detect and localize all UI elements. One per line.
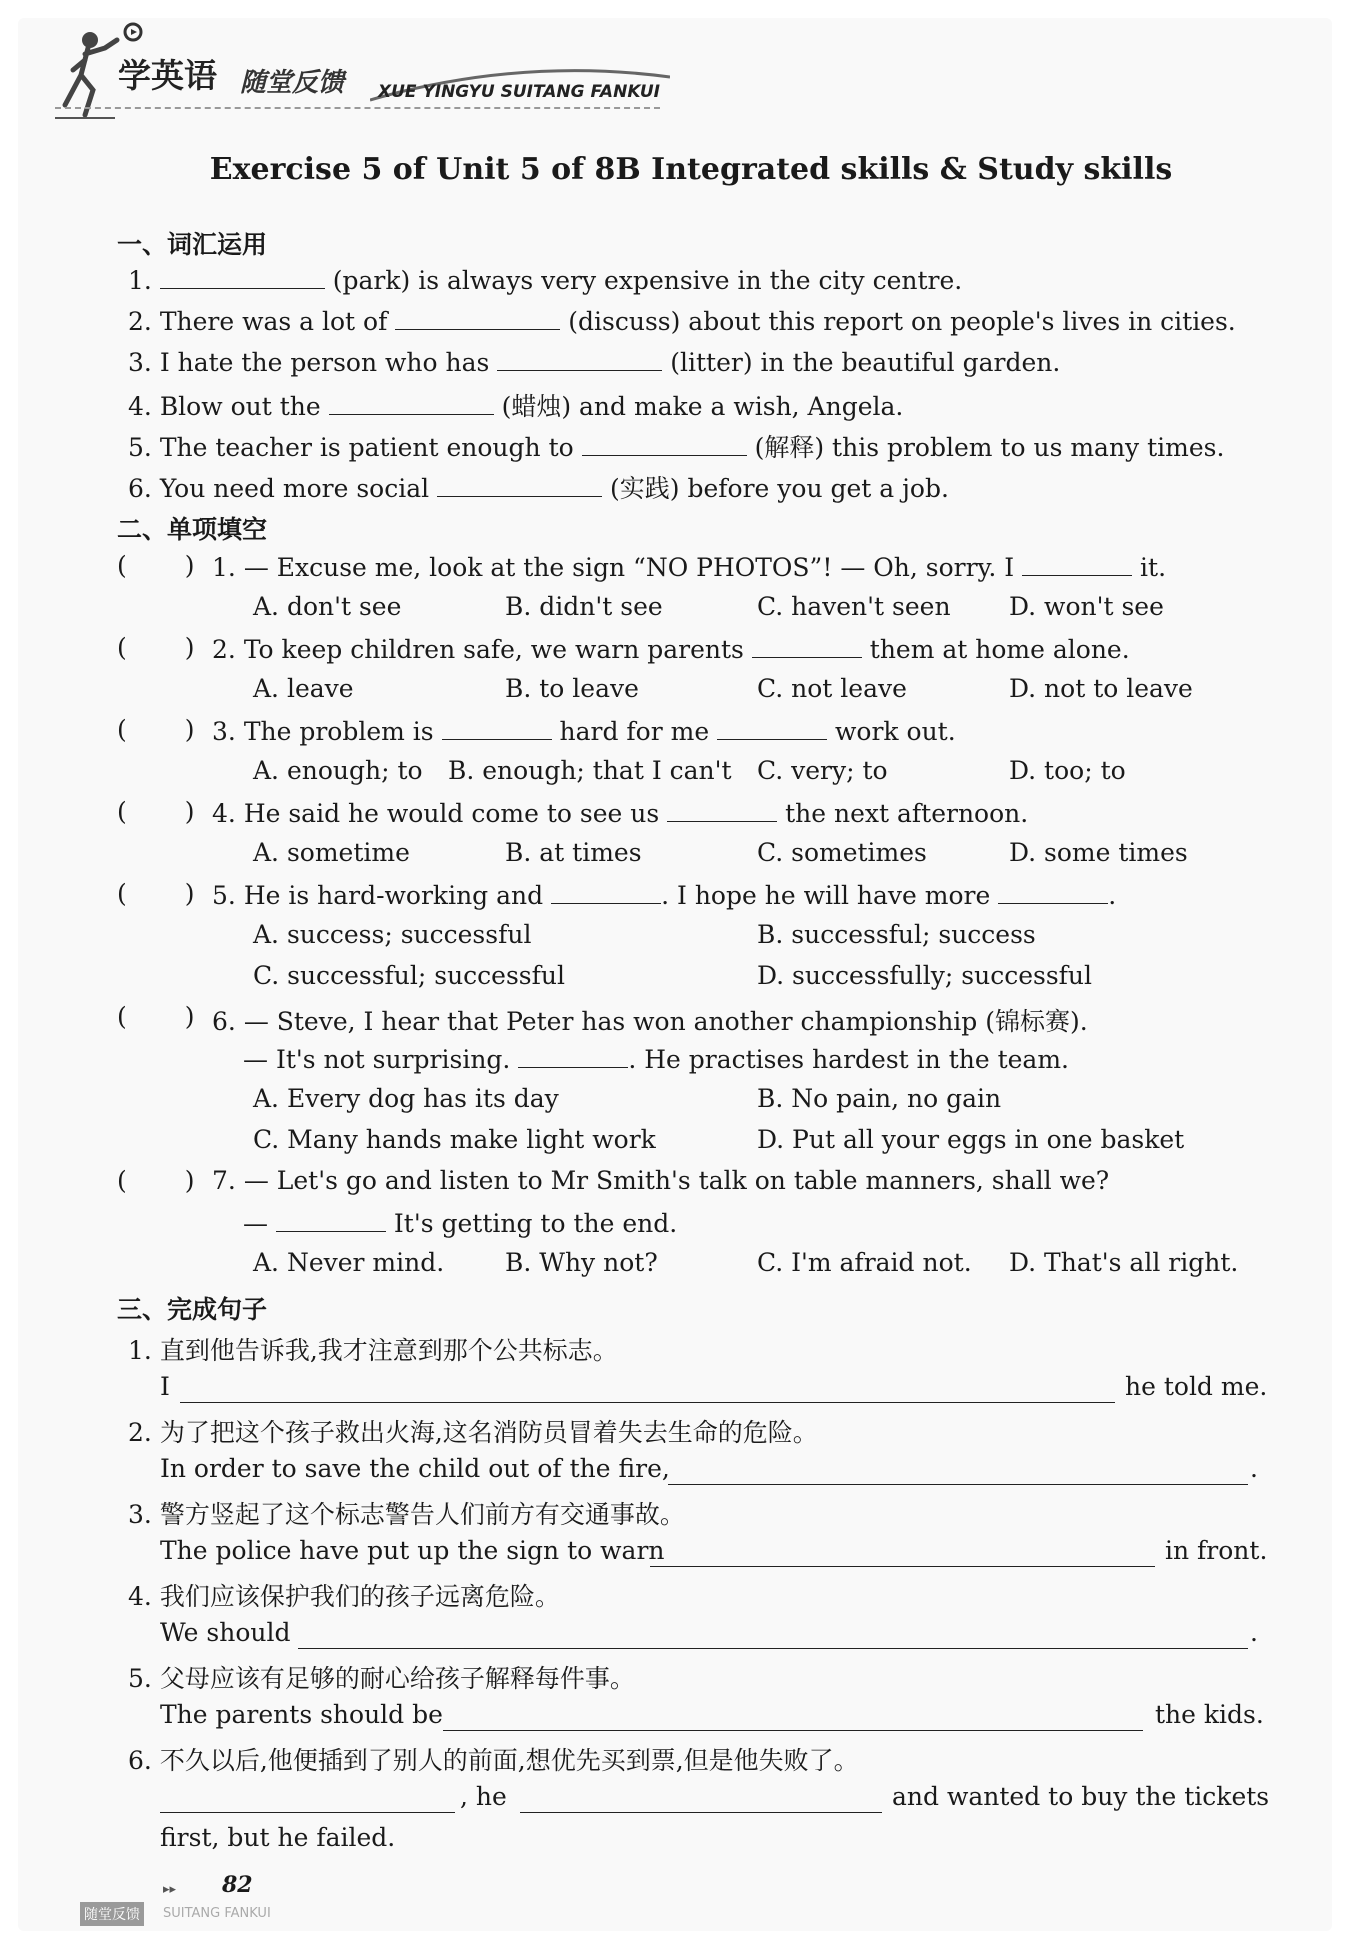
- mc-question-2: 2. To keep children safe, we warn parents them at home alone.: [212, 635, 1130, 664]
- vocab-blank-6[interactable]: [437, 472, 602, 497]
- header-subtitle-cn: 随堂反馈: [240, 68, 345, 98]
- complete-post-5: the kids.: [1155, 1700, 1264, 1729]
- complete-blank-3[interactable]: [650, 1542, 1155, 1567]
- mc-option-4c[interactable]: C. sometimes: [757, 838, 927, 867]
- vocab-blank-3[interactable]: [497, 346, 662, 371]
- mc-option-6c[interactable]: C. Many hands make light work: [253, 1125, 656, 1154]
- exercise-title: Exercise 5 of Unit 5 of 8B Integrated skills & Study skills: [209, 152, 1173, 187]
- mc-option-6a[interactable]: A. Every dog has its day: [253, 1084, 559, 1113]
- section-heading-mc: 二、单项填空: [117, 515, 268, 544]
- complete-blank-4[interactable]: [298, 1624, 1248, 1649]
- mc-option-3c[interactable]: C. very; to: [757, 756, 888, 785]
- vocab-item-3: 3. I hate the person who has (litter) in the beautiful garden.: [128, 348, 1061, 377]
- footer-tag: 随堂反馈: [80, 1902, 144, 1926]
- mc-option-4d[interactable]: D. some times: [1009, 838, 1188, 867]
- mc-option-5b[interactable]: B. successful; success: [757, 920, 1036, 949]
- mc-question-1: 1. — Excuse me, look at the sign “NO PHOTOS”! — Oh, sorry. I it.: [212, 553, 1167, 582]
- complete-post-2: .: [1250, 1454, 1258, 1483]
- mc-question-7: 7. — Let's go and listen to Mr Smith's talk on table manners, shall we?: [212, 1166, 1110, 1195]
- mc-option-3d[interactable]: D. too; to: [1009, 756, 1126, 785]
- answer-paren-5[interactable]: ( ): [117, 879, 195, 908]
- vocab-item-6: 6. You need more social (实践) before you get a job.: [128, 474, 949, 503]
- mc-option-1d[interactable]: D. won't see: [1009, 592, 1164, 621]
- vocab-blank-5[interactable]: [582, 431, 747, 456]
- mc-blank-1: [1022, 551, 1132, 576]
- mc-question-5: 5. He is hard-working and . I hope he will have more .: [212, 881, 1117, 910]
- complete-cn-3: 3. 警方竖起了这个标志警告人们前方有交通事故。: [128, 1500, 685, 1529]
- mc-blank-6: [518, 1043, 628, 1068]
- complete-pre-2: In order to save the child out of the fire,: [160, 1454, 670, 1483]
- complete-cn-2: 2. 为了把这个孩子救出火海,这名消防员冒着失去生命的危险。: [128, 1418, 818, 1447]
- mc-blank-4: [667, 797, 777, 822]
- mc-option-5a[interactable]: A. success; successful: [253, 920, 532, 949]
- mc-blank-5a: [551, 879, 661, 904]
- mc-question-7-reply: — It's getting to the end.: [243, 1209, 678, 1238]
- complete-cn-4: 4. 我们应该保护我们的孩子远离危险。: [128, 1582, 560, 1611]
- vocab-blank-1[interactable]: [160, 264, 325, 289]
- complete-post-4: .: [1250, 1618, 1258, 1647]
- complete-blank-5[interactable]: [443, 1706, 1143, 1731]
- mc-option-6d[interactable]: D. Put all your eggs in one basket: [757, 1125, 1185, 1154]
- complete-blank-6b[interactable]: [520, 1788, 882, 1813]
- vocab-blank-2[interactable]: [395, 305, 560, 330]
- mc-option-3a[interactable]: A. enough; to: [253, 756, 423, 785]
- footer-arrows-icon: ▸▸: [163, 1882, 177, 1897]
- answer-paren-7[interactable]: ( ): [117, 1166, 195, 1195]
- answer-paren-2[interactable]: ( ): [117, 633, 195, 662]
- vocab-item-5: 5. The teacher is patient enough to (解释) this problem to us many times.: [128, 433, 1225, 462]
- mc-question-6: 6. — Steve, I hear that Peter has won another championship (锦标赛).: [212, 1007, 1088, 1036]
- mc-option-3b[interactable]: B. enough; that I can't: [448, 756, 732, 785]
- complete-blank-2[interactable]: [668, 1460, 1248, 1485]
- mc-blank-5b: [998, 879, 1108, 904]
- mc-option-4a[interactable]: A. sometime: [253, 838, 410, 867]
- mc-option-7d[interactable]: D. That's all right.: [1009, 1248, 1239, 1277]
- mc-option-1c[interactable]: C. haven't seen: [757, 592, 951, 621]
- mc-question-6-reply: — It's not surprising. . He practises hardest in the team.: [243, 1045, 1069, 1074]
- complete-pre-1: I: [160, 1372, 170, 1401]
- mc-blank-3a: [442, 715, 552, 740]
- mc-option-5c[interactable]: C. successful; successful: [253, 961, 565, 990]
- answer-paren-4[interactable]: ( ): [117, 797, 195, 826]
- header-title-cn: 学英语: [118, 56, 217, 95]
- mc-blank-7: [276, 1207, 386, 1232]
- complete-pre-5: The parents should be: [160, 1700, 443, 1729]
- page-number: 82: [222, 1872, 253, 1898]
- section-heading-vocab: 一、词汇运用: [117, 230, 268, 259]
- vocab-item-1: 1. (park) is always very expensive in the city centre.: [128, 266, 963, 295]
- complete-line2-6: first, but he failed.: [160, 1823, 396, 1852]
- mc-option-2d[interactable]: D. not to leave: [1009, 674, 1193, 703]
- answer-paren-3[interactable]: ( ): [117, 715, 195, 744]
- mc-option-7c[interactable]: C. I'm afraid not.: [757, 1248, 972, 1277]
- complete-pre-4: We should: [160, 1618, 291, 1647]
- header-pinyin: XUE YINGYU SUITANG FANKUI: [378, 82, 661, 102]
- complete-blank-1[interactable]: [180, 1378, 1115, 1403]
- vocab-item-4: 4. Blow out the (蜡烛) and make a wish, Angela.: [128, 392, 904, 421]
- complete-pre-3: The police have put up the sign to warn: [160, 1536, 665, 1565]
- mc-option-2b[interactable]: B. to leave: [505, 674, 639, 703]
- complete-post-3: in front.: [1165, 1536, 1268, 1565]
- vocab-item-2: 2. There was a lot of (discuss) about this report on people's lives in cities.: [128, 307, 1236, 336]
- complete-blank-6a[interactable]: [160, 1788, 455, 1813]
- complete-post-6: and wanted to buy the tickets: [892, 1782, 1270, 1811]
- mc-question-3: 3. The problem is hard for me work out.: [212, 717, 956, 746]
- mc-blank-3b: [717, 715, 827, 740]
- mc-option-7b[interactable]: B. Why not?: [505, 1248, 658, 1277]
- complete-mid-6: , he: [460, 1782, 507, 1811]
- answer-paren-6[interactable]: ( ): [117, 1002, 195, 1031]
- mc-option-2c[interactable]: C. not leave: [757, 674, 907, 703]
- complete-cn-1: 1. 直到他告诉我,我才注意到那个公共标志。: [128, 1336, 618, 1365]
- mc-option-1a[interactable]: A. don't see: [253, 592, 402, 621]
- header-divider: [55, 107, 660, 109]
- mc-option-6b[interactable]: B. No pain, no gain: [757, 1084, 1002, 1113]
- mc-option-1b[interactable]: B. didn't see: [505, 592, 663, 621]
- mc-option-4b[interactable]: B. at times: [505, 838, 642, 867]
- mc-option-2a[interactable]: A. leave: [253, 674, 354, 703]
- mc-blank-2: [752, 633, 862, 658]
- vocab-blank-4[interactable]: [329, 390, 494, 415]
- mc-question-4: 4. He said he would come to see us the next afternoon.: [212, 799, 1029, 828]
- complete-post-1: he told me.: [1125, 1372, 1268, 1401]
- answer-paren-1[interactable]: ( ): [117, 551, 195, 580]
- section-heading-complete: 三、完成句子: [117, 1295, 268, 1324]
- complete-cn-5: 5. 父母应该有足够的耐心给孩子解释每件事。: [128, 1664, 635, 1693]
- footer-pinyin: SUITANG FANKUI: [163, 1906, 271, 1921]
- mc-option-7a[interactable]: A. Never mind.: [253, 1248, 445, 1277]
- complete-cn-6: 6. 不久以后,他便插到了别人的前面,想优先买到票,但是他失败了。: [128, 1746, 859, 1775]
- mc-option-5d[interactable]: D. successfully; successful: [757, 961, 1093, 990]
